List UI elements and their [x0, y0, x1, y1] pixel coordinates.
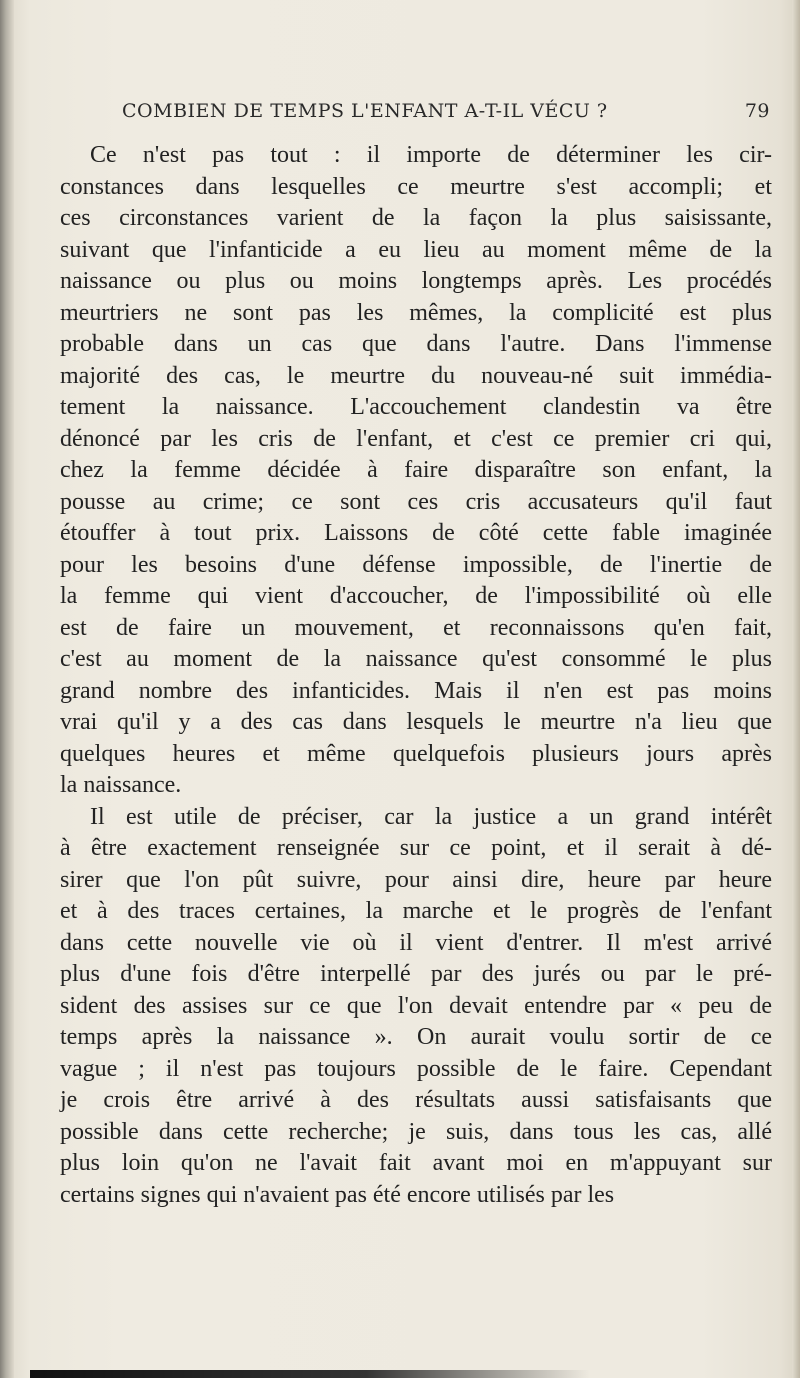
paragraph	[60, 802, 772, 1212]
text-line: probable dans un cas que dans l'autre. Dans l'immense	[60, 331, 772, 357]
text-line: certains signes qui n'avaient pas été encore utilisés par les	[60, 1181, 615, 1208]
text-line: quelques heures et même quelquefois plusieurs jours après	[60, 740, 772, 767]
page-bottom-shadow	[30, 1370, 590, 1378]
text-line: étouffer à tout prix. Laissons de côté cette fable imaginée	[60, 520, 772, 546]
text-line: chez la femme décidée à faire disparaître son enfant, la	[60, 457, 772, 483]
text-line: constances dans lesquelles ce meurtre s'est accompli; et	[60, 173, 772, 200]
text-line: pousse au crime; ce sont ces cris accusateurs qu'il faut	[60, 488, 772, 515]
text-line: Il est utile de préciser, car la justice a un grand intérêt	[90, 803, 772, 830]
text-line: la naissance.	[60, 772, 182, 798]
text-line: naissance ou plus ou moins longtemps après. Les procédés	[60, 268, 772, 294]
text-line: dénoncé par les cris de l'enfant, et c'est ce premier cri qui,	[60, 425, 772, 452]
text-line: meurtriers ne sont pas les mêmes, la complicité est plus	[60, 299, 772, 326]
text-line: temps après la naissance ». On aurait voulu sortir de ce	[60, 1024, 772, 1050]
text-line: Ce n'est pas tout : il importe de déterminer les cir-	[90, 142, 772, 168]
running-title: COMBIEN DE TEMPS L'ENFANT A-T-IL VÉCU ?	[122, 100, 608, 122]
page-header	[122, 100, 770, 140]
text-line: possible dans cette recherche; je suis, dans tous les cas, allé	[60, 1118, 772, 1145]
page-edge	[792, 0, 800, 1378]
text-line: c'est au moment de la naissance qu'est consommé le plus	[60, 646, 772, 672]
text-line: pour les besoins d'une défense impossible, de l'inertie de	[60, 551, 772, 578]
text-line: sident des assises sur ce que l'on devait entendre par « peu de	[60, 992, 772, 1019]
text-line: à être exactement renseignée sur ce point, et il serait à dé-	[60, 835, 772, 861]
body-text	[60, 140, 772, 1211]
paragraph	[60, 140, 772, 802]
text-line: plus loin qu'on ne l'avait fait avant moi en m'appuyant sur	[60, 1150, 772, 1176]
text-line: ces circonstances varient de la façon la plus saisissante,	[60, 205, 772, 231]
text-line: dans cette nouvelle vie où il vient d'entrer. Il m'est arrivé	[60, 929, 772, 956]
text-line: la femme qui vient d'accoucher, de l'impossibilité où elle	[60, 583, 772, 609]
text-line: vague ; il n'est pas toujours possible de le faire. Cependant	[60, 1055, 772, 1082]
text-line: plus d'une fois d'être interpellé par des jurés ou par le pré-	[60, 961, 772, 987]
text-line: grand nombre des infanticides. Mais il n'en est pas moins	[60, 677, 772, 704]
text-line: je crois être arrivé à des résultats aussi satisfaisants que	[60, 1087, 772, 1113]
text-line: est de faire un mouvement, et reconnaissons qu'en fait,	[60, 614, 772, 641]
text-line: majorité des cas, le meurtre du nouveau-né suit immédia-	[60, 362, 772, 389]
page-gutter-shadow	[0, 0, 14, 1378]
text-line: suivant que l'infanticide a eu lieu au moment même de la	[60, 236, 772, 263]
text-line: vrai qu'il y a des cas dans lesquels le meurtre n'a lieu que	[60, 709, 772, 735]
text-line: tement la naissance. L'accouchement clandestin va être	[60, 394, 772, 420]
text-line: sirer que l'on pût suivre, pour ainsi dire, heure par heure	[60, 866, 772, 893]
text-line: et à des traces certaines, la marche et le progrès de l'enfant	[60, 898, 772, 924]
page-number: 79	[744, 100, 770, 122]
